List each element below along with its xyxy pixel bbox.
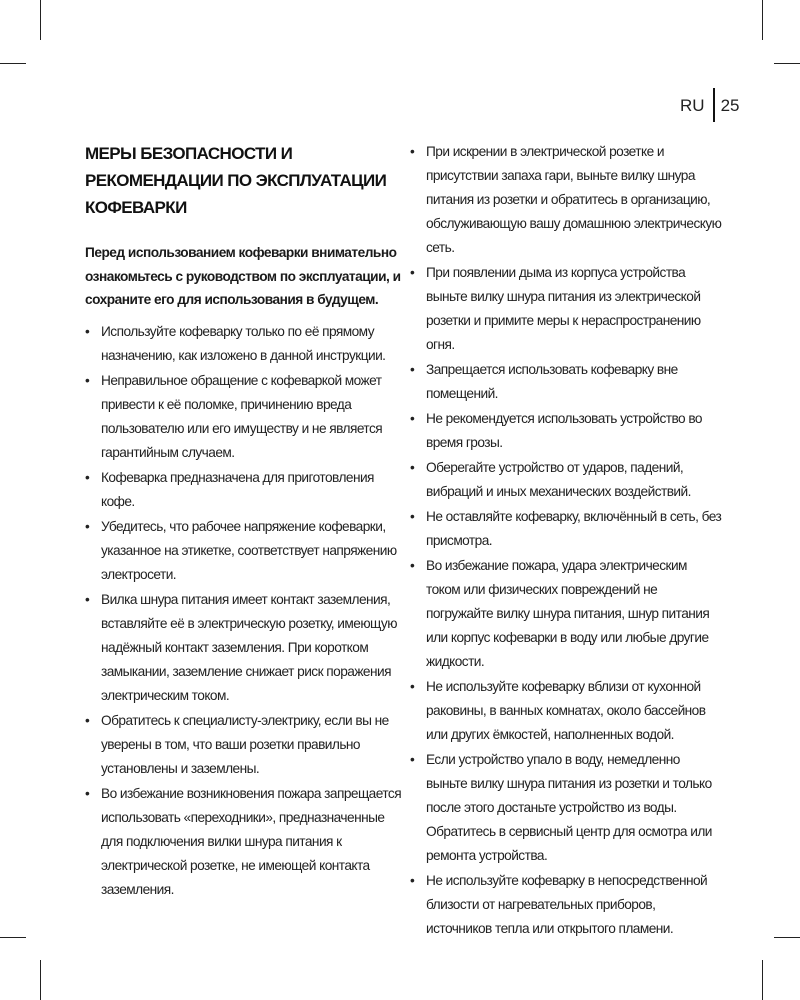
list-item: • Обратитесь к специалисту-электрику, если вы не уверены в том, что ваши розетки правильно установлены и заземлены. [85, 709, 403, 781]
crop-mark-bottom-left-horizontal [0, 937, 26, 938]
list-item: • Не используйте кофеварку вблизи от кухонной раковины, в ванных комнатах, около бассейнов или других ёмкостей, наполненных водой. [410, 675, 722, 747]
list-item: • Кофеварка предназначена для приготовления кофе. [85, 466, 403, 514]
list-item: • Не рекомендуется использовать устройство во время грозы. [410, 407, 722, 455]
list-item: • Не оставляйте кофеварку, включённый в сеть, без присмотра. [410, 505, 722, 553]
list-item: • Не используйте кофеварку в непосредственной близости от нагревательных приборов, источников тепла или открытого пламени. [410, 869, 722, 941]
crop-mark-bottom-right-vertical [762, 960, 763, 1000]
crop-mark-bottom-left-vertical [40, 960, 41, 1000]
right-safety-list [410, 140, 722, 941]
crop-mark-bottom-right-horizontal [774, 937, 800, 938]
right-column [410, 140, 722, 942]
crop-mark-top-left-vertical [40, 0, 41, 40]
page-header [680, 90, 739, 122]
list-item: • Оберегайте устройство от ударов, падений, вибраций и иных механических воздействий. [410, 456, 722, 504]
crop-mark-top-left-horizontal [0, 63, 26, 64]
crop-mark-top-right-vertical [762, 0, 763, 40]
list-item: • При появлении дыма из корпуса устройства выньте вилку шнура питания из электрической розетки и примите меры к нераспространению огня. [410, 261, 722, 357]
intro-paragraph: Перед использованием кофеварки внимательно ознакомьтесь с руководством по эксплуатации, и сохраните его для использования в будущем. [85, 245, 401, 307]
left-column [85, 140, 403, 903]
left-safety-list [85, 320, 403, 902]
list-item: • Во избежание пожара, удара электрическим током или физических повреждений не погружайте вилку шнура питания, шнур питания или корпус кофеварки в воду или любые другие жидкости. [410, 554, 722, 674]
page-number: 25 [720, 96, 740, 115]
list-item: • Используйте кофеварку только по её прямому назначению, как изложено в данной инструкции. [85, 320, 403, 368]
list-item: • Если устройство упало в воду, немедленно выньте вилку шнура питания из розетки и только после этого достаньте устройство из воды. Обратитесь в сервисный центр для осмотра или ремонта устройства. [410, 748, 722, 868]
section-title: МЕРЫ БЕЗОПАСНОСТИ И РЕКОМЕНДАЦИИ ПО ЭКСПЛУАТАЦИИ КОФЕВАРКИ [85, 144, 387, 217]
list-item: • Вилка шнура питания имеет контакт заземления, вставляйте её в электрическую розетку, имеющую надёжный контакт заземления. При коротком замыкании, заземление снижает риск поражения электрическим током. [85, 588, 403, 708]
list-item: • Убедитесь, что рабочее напряжение кофеварки, указанное на этикетке, соответствует напряжению электросети. [85, 515, 403, 587]
language-code: RU [680, 96, 705, 115]
list-item: • Запрещается использовать кофеварку вне помещений. [410, 358, 722, 406]
list-item: • Неправильное обращение с кофеваркой может привести к её поломке, причинению вреда пользователю или его имуществу и не является гарантийным случаем. [85, 369, 403, 465]
list-item: • Во избежание возникновения пожара запрещается использовать «переходники», предназначенные для подключения вилки шнура питания к электрической розетке, не имеющей контакта заземления. [85, 782, 403, 902]
crop-mark-top-right-horizontal [774, 63, 800, 64]
list-item: • При искрении в электрической розетке и присутствии запаха гари, выньте вилку шнура питания из розетки и обратитесь в организацию, обслуживающую вашу домашнюю электрическую сеть. [410, 140, 722, 260]
